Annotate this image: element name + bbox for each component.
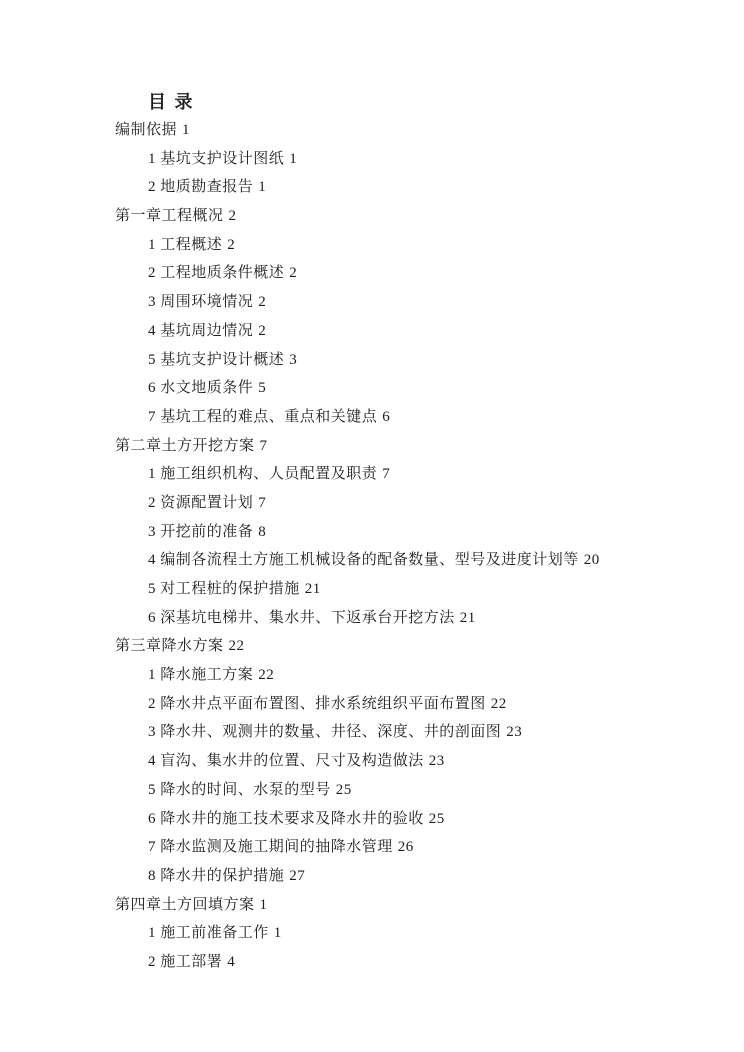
toc-entry-page-number: 2 bbox=[228, 208, 237, 225]
toc-entry-page-number: 7 bbox=[258, 494, 267, 511]
toc-entry-text: 6 降水井的施工技术要求及降水井的验收 bbox=[148, 810, 424, 827]
toc-entry-text: 2 降水井点平面布置图、排水系统组织平面布置图 bbox=[148, 695, 486, 712]
toc-entry-text: 编制依据 bbox=[115, 122, 178, 138]
toc-entry-page-number: 8 bbox=[258, 523, 267, 540]
toc-entry bbox=[115, 604, 704, 633]
toc-entry bbox=[115, 690, 704, 719]
toc-entry-page-number: 1 bbox=[259, 896, 268, 913]
toc-entry-page-number: 22 bbox=[490, 695, 507, 712]
toc-entry bbox=[115, 546, 704, 575]
toc-entry-page-number: 1 bbox=[289, 150, 298, 167]
toc-entry-page-number: 2 bbox=[289, 265, 298, 282]
toc-entry-text: 4 基坑周边情况 bbox=[148, 322, 254, 339]
toc-entry-text: 1 工程概述 bbox=[148, 236, 223, 253]
toc-entry bbox=[115, 317, 704, 346]
toc-entry-text: 5 对工程桩的保护措施 bbox=[148, 581, 300, 597]
toc-entry-text: 8 降水井的保护措施 bbox=[148, 867, 285, 884]
toc-entry-page-number: 1 bbox=[258, 179, 267, 196]
toc-entry-text: 7 基坑工程的难点、重点和关键点 bbox=[148, 408, 378, 425]
toc-entry-page-number: 26 bbox=[397, 839, 414, 856]
toc-entry bbox=[115, 805, 704, 834]
toc-entry bbox=[115, 259, 704, 288]
toc-entry-text: 3 开挖前的准备 bbox=[148, 523, 254, 540]
toc-entry-text: 第四章土方回填方案 bbox=[115, 896, 255, 913]
toc-entry-text: 2 工程地质条件概述 bbox=[148, 265, 285, 282]
toc-entry-page-number: 3 bbox=[289, 351, 298, 368]
toc-entry bbox=[115, 575, 704, 604]
toc-entry-page-number: 1 bbox=[182, 122, 191, 138]
toc-entry-text: 2 施工部署 bbox=[148, 953, 223, 970]
toc-entry-text: 6 水文地质条件 bbox=[148, 380, 254, 397]
toc-entry bbox=[115, 891, 704, 920]
toc-entry bbox=[115, 346, 704, 375]
toc-entry bbox=[115, 460, 704, 489]
toc-entry bbox=[115, 718, 704, 747]
toc-entry bbox=[115, 747, 704, 776]
toc-entry-text: 1 施工组织机构、人员配置及职责 bbox=[148, 466, 378, 483]
toc-entry-text: 1 施工前准备工作 bbox=[148, 925, 269, 942]
toc-entry-text: 5 降水的时间、水泵的型号 bbox=[148, 781, 331, 798]
toc-entry bbox=[115, 231, 704, 260]
toc-entry bbox=[115, 432, 704, 461]
toc-entry-text: 7 降水监测及施工期间的抽降水管理 bbox=[148, 839, 393, 856]
toc-entry bbox=[115, 862, 704, 891]
toc-entry-text: 第二章土方开挖方案 bbox=[115, 437, 255, 454]
toc-entry-text: 6 深基坑电梯井、集水井、下返承台开挖方法 bbox=[148, 609, 455, 626]
toc-entry-page-number: 7 bbox=[259, 437, 268, 454]
toc-entry-page-number: 1 bbox=[273, 925, 282, 942]
toc-entry bbox=[115, 288, 704, 317]
toc-entry bbox=[115, 489, 704, 518]
toc-list bbox=[115, 116, 704, 977]
toc-entry bbox=[115, 632, 704, 661]
toc-entry bbox=[115, 518, 704, 547]
toc-entry-page-number: 21 bbox=[304, 581, 321, 597]
toc-entry bbox=[115, 776, 704, 805]
toc-entry-page-number: 2 bbox=[258, 322, 267, 339]
toc-title: 目 录 bbox=[148, 92, 195, 112]
toc-entry-page-number: 22 bbox=[258, 667, 275, 684]
toc-entry bbox=[115, 116, 704, 145]
toc-entry bbox=[115, 173, 704, 202]
toc-entry-page-number: 27 bbox=[289, 867, 306, 884]
toc-entry-page-number: 5 bbox=[258, 380, 267, 397]
toc-entry-text: 3 周围环境情况 bbox=[148, 294, 254, 311]
toc-entry-text: 第三章降水方案 bbox=[115, 638, 224, 655]
toc-entry-page-number: 2 bbox=[227, 236, 236, 253]
toc-entry bbox=[115, 948, 704, 977]
toc-entry-page-number: 20 bbox=[583, 552, 600, 569]
toc-entry-text: 4 盲沟、集水井的位置、尺寸及构造做法 bbox=[148, 753, 424, 770]
toc-entry bbox=[115, 202, 704, 231]
toc-entry-page-number: 21 bbox=[459, 609, 476, 626]
toc-entry-page-number: 22 bbox=[228, 638, 245, 655]
toc-entry-text: 3 降水井、观测井的数量、井径、深度、井的剖面图 bbox=[148, 724, 502, 741]
toc-entry-page-number: 23 bbox=[428, 753, 445, 770]
toc-entry bbox=[115, 919, 704, 948]
toc-entry bbox=[115, 145, 704, 174]
toc-entry-text: 5 基坑支护设计概述 bbox=[148, 351, 285, 368]
toc-entry-page-number: 4 bbox=[227, 953, 236, 970]
toc-entry-text: 第一章工程概况 bbox=[115, 208, 224, 225]
toc-entry-text: 2 资源配置计划 bbox=[148, 494, 254, 511]
toc-entry-text: 4 编制各流程土方施工机械设备的配备数量、型号及进度计划等 bbox=[148, 552, 579, 569]
toc-entry bbox=[115, 833, 704, 862]
toc-entry-page-number: 6 bbox=[382, 408, 391, 425]
toc-entry-page-number: 25 bbox=[335, 781, 352, 798]
toc-entry-page-number: 7 bbox=[382, 466, 391, 483]
toc-entry-text: 1 降水施工方案 bbox=[148, 667, 254, 684]
toc-entry-page-number: 25 bbox=[428, 810, 445, 827]
toc-entry-text: 1 基坑支护设计图纸 bbox=[148, 150, 285, 167]
toc-entry bbox=[115, 661, 704, 690]
toc-entry bbox=[115, 403, 704, 432]
toc-entry-text: 2 地质勘查报告 bbox=[148, 179, 254, 196]
toc-entry-page-number: 2 bbox=[258, 294, 267, 311]
toc-entry-page-number: 23 bbox=[506, 724, 523, 741]
toc-entry bbox=[115, 374, 704, 403]
